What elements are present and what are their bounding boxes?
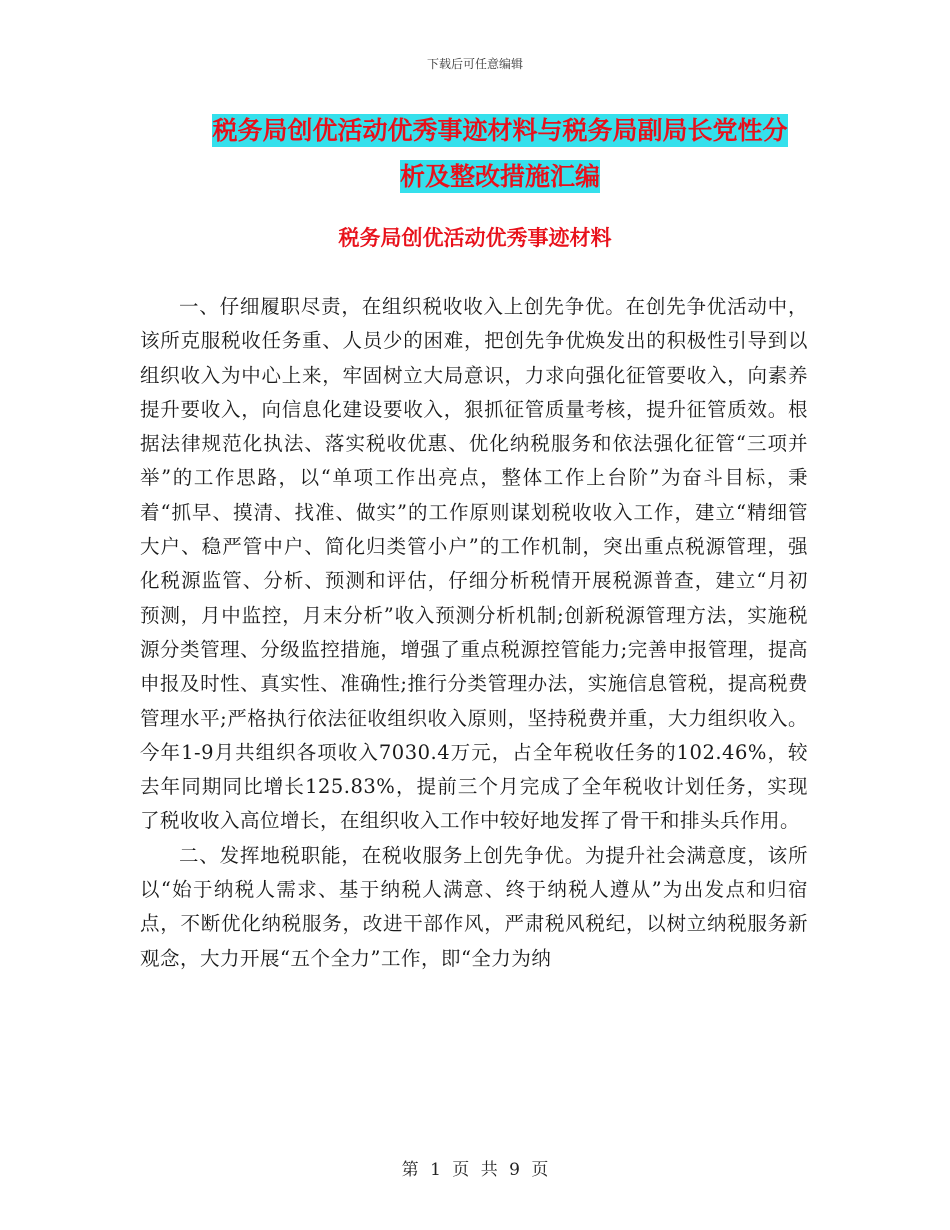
document-title-line-2: 析及整改措施汇编 bbox=[399, 162, 600, 191]
header-note: 下载后可任意编辑 bbox=[426, 57, 523, 71]
paragraph-1: 一、仔细履职尽责，在组织税收收入上创先争优。在创先争优活动中，该所克服税收任务重、人员少的困难，把创先争优焕发出的积极性引导到以组织收入为中心上来，牢固树立大局意识，力求向强化征管要收入，向素养提升要收入，向信息化建设要收入，狠抓征管质量考核，提升征管质效。根据法律规范化执法、落实税收优惠、优化纳税服务和依法强化征管“三项并举”的工作思路，以“单项工作出亮点，整体工作上台阶”为奋斗目标，秉着“抓早、摸清、找准、做实”的工作原则谋划税收收入工作，建立“精细管大户、稳严管中户、简化归类管小户”的工作机制，突出重点税源管理，强化税源监管、分析、预测和评估，仔细分析税情开展税源普查，建立“月初预测，月中监控，月末分析”收入预测分析机制;创新税源管理方法，实施税源分类管理、分级监控措施，增强了重点税源控管能力;完善申报管理，提高申报及时性、真实性、准确性;推行分类管理办法，实施信息管税，提高税费管理水平;严格执行依法征收组织收入原则，坚持税费并重，大力组织收入。今年1-9月共组织各项收入7030.4万元，占全年税收任务的102.46%，较去年同期同比增长125.83%，提前三个月完成了全年税收计划任务，实现了税收收入高位增长，在组织收入工作中较好地发挥了骨干和排头兵作用。 bbox=[140, 295, 808, 833]
document-title bbox=[190, 108, 810, 200]
document-title-line-1: 税务局创优活动优秀事迹材料与税务局副局长党性分 bbox=[212, 116, 788, 145]
paragraph-2: 二、发挥地税职能，在税收服务上创先争优。为提升社会满意度，该所以“始于纳税人需求、基于纳税人满意、终于纳税人遵从”为出发点和归宿点，不断优化纳税服务，改进干部作风，严肃税风税纪，以树立纳税服务新观念，大力开展“五个全力”工作，即“全力为纳 bbox=[140, 843, 808, 970]
section-title: 税务局创优活动优秀事迹材料 bbox=[338, 226, 612, 250]
page-footer: 第 1 页 共 9 页 bbox=[401, 1160, 549, 1180]
body-text bbox=[140, 290, 808, 976]
